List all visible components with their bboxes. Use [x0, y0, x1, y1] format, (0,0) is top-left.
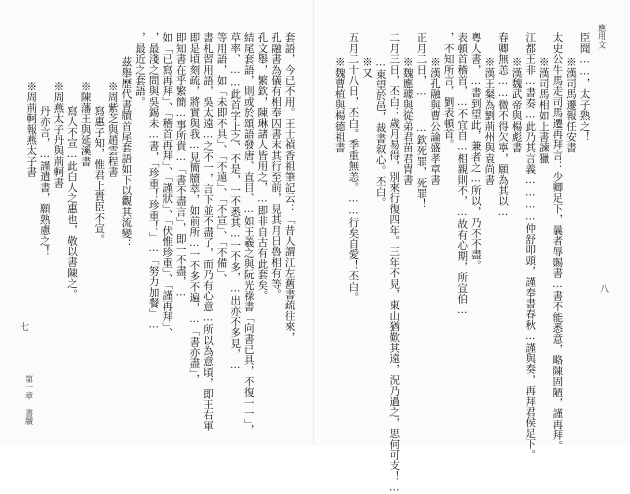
right-page-header: 應用文 [597, 24, 607, 49]
text-column: 丹亦言，…謹遣書，願熟慮之！ [38, 32, 51, 257]
text-column: 孔融書為儀有相奉囚書末其行至前，見其月日魯相有等。 [269, 32, 282, 300]
text-column: ※漢孔融與曹公論盛孝章書 [428, 32, 441, 185]
right-page-number: 八 [600, 285, 610, 295]
text-column: 江都王非…書奏…此乃其言義…………仲舒叩頭，謹奉書春秋…謹與奏，再拜君侯足下。 [524, 32, 537, 460]
text-column: ※周荊軻報燕太子書 [25, 32, 38, 178]
text-column: 即知書在乎繁簡…事所貴…「書不盡言」，即一不盡，… [174, 32, 187, 299]
text-column: ※魏曹植與楊德祖書 [333, 32, 346, 153]
left-page-number: 七 [20, 323, 30, 333]
text-column: ※陳藩王與延溪書 [79, 32, 92, 167]
text-column: 二月三日，丕白：歲月易得，別來行復四年。三年不見，東山猶歎其遠，況乃過之，思何可支！… [388, 32, 401, 494]
text-column: ※漢司馬遷報任安書 [564, 32, 577, 153]
text-column: ※周紫芝與趙雲程書 [106, 32, 119, 178]
text-column: 茲舉歷代書牘首尾套語如下以觀其流變： [120, 32, 133, 249]
text-column: 太史公牛馬走司馬遷再拜言：少卿足下，曩者辱賜書…書不能悉意，略陳固陋，謹再拜。 [551, 32, 564, 451]
text-column: 如「已寫再拜」、「稽首再拜」、「謹狀」、「伏惟珍重」、「謹再拜」、 [161, 32, 174, 338]
right-page [315, 0, 630, 494]
text-column: 五月二十八日，丕白。季重無恙。……行矣自愛！丕白。 [347, 32, 360, 303]
left-page [0, 0, 315, 445]
text-column: 正月二日，… …欽死罪，死罪！ [415, 32, 428, 210]
text-column: 孔文舉，繁欽，陳琳諸人皆用之，…即非自古有此套矣。 [256, 32, 269, 301]
text-column: 臣聞……，太子熟之！ [578, 32, 591, 142]
text-column: ，不知所言，劉表頓首。 [442, 32, 455, 150]
text-column: 寫惠子知，惟君上貴臣不宣。 [93, 32, 106, 245]
text-column: ※漢王粲為劉荊州與袁尚書 [483, 32, 496, 185]
text-column: ※漢魏武帝與楊彪書 [510, 32, 523, 153]
text-column: ※周燕太子丹與荊軻書 [52, 32, 65, 188]
text-column: 套語，今已不用。王士禎香祖筆記云：「昔人謂江左舊書疏往來， [283, 32, 296, 343]
text-column: ※漢司馬相如上書諫獵 [537, 32, 550, 164]
text-column: 春卿無恙……微不得欠寧，願為其以… [496, 32, 509, 219]
text-column: 等用語，如「未即不具」、「不遠」、「不宣」、「不備」、 [215, 32, 228, 285]
text-column: 即是頃刻疏，將實與我…見簡牘萃，如前所…一不多不遍，…「書亦盡」， [188, 32, 201, 385]
text-column: 表頓首稽首，…不宜自…相親則不，…故有心期，所宣伯… [456, 32, 469, 317]
text-column: 寫人不宣…此白人之惠也，敬以書陳之。 [65, 32, 78, 300]
text-column: 書札習用語，吳太遠…之不一，言下並不盡了，而乃有心意…所以為意頃，即王右軍 [201, 32, 214, 431]
text-column: ※又 [360, 32, 373, 78]
text-column: ，最近之套語。 [133, 32, 146, 107]
text-column: ，最淺之問與吳錫未…書，「珍重！珍重！」…「努力加餐」… [147, 32, 160, 331]
left-page-footer: 第一章 書牘 [24, 375, 34, 426]
text-column: …東望於邑，裁書叙心。丕白。 [374, 32, 387, 208]
text-column: ※魏應璩與從弟君苗君胄書 [401, 32, 414, 185]
text-column: 結尾套語，則或於頌語發唐、直目、…如王羲之與阮光祿書「向書已具，不復一一」， [242, 32, 255, 435]
text-column: 草率、……此首字上之、不是，一不悉其…一不多，…出亦不多見，… [229, 32, 242, 372]
text-column: 粵人書，…書到望此，兼者之…所以，乃不不盡。 [469, 32, 482, 271]
